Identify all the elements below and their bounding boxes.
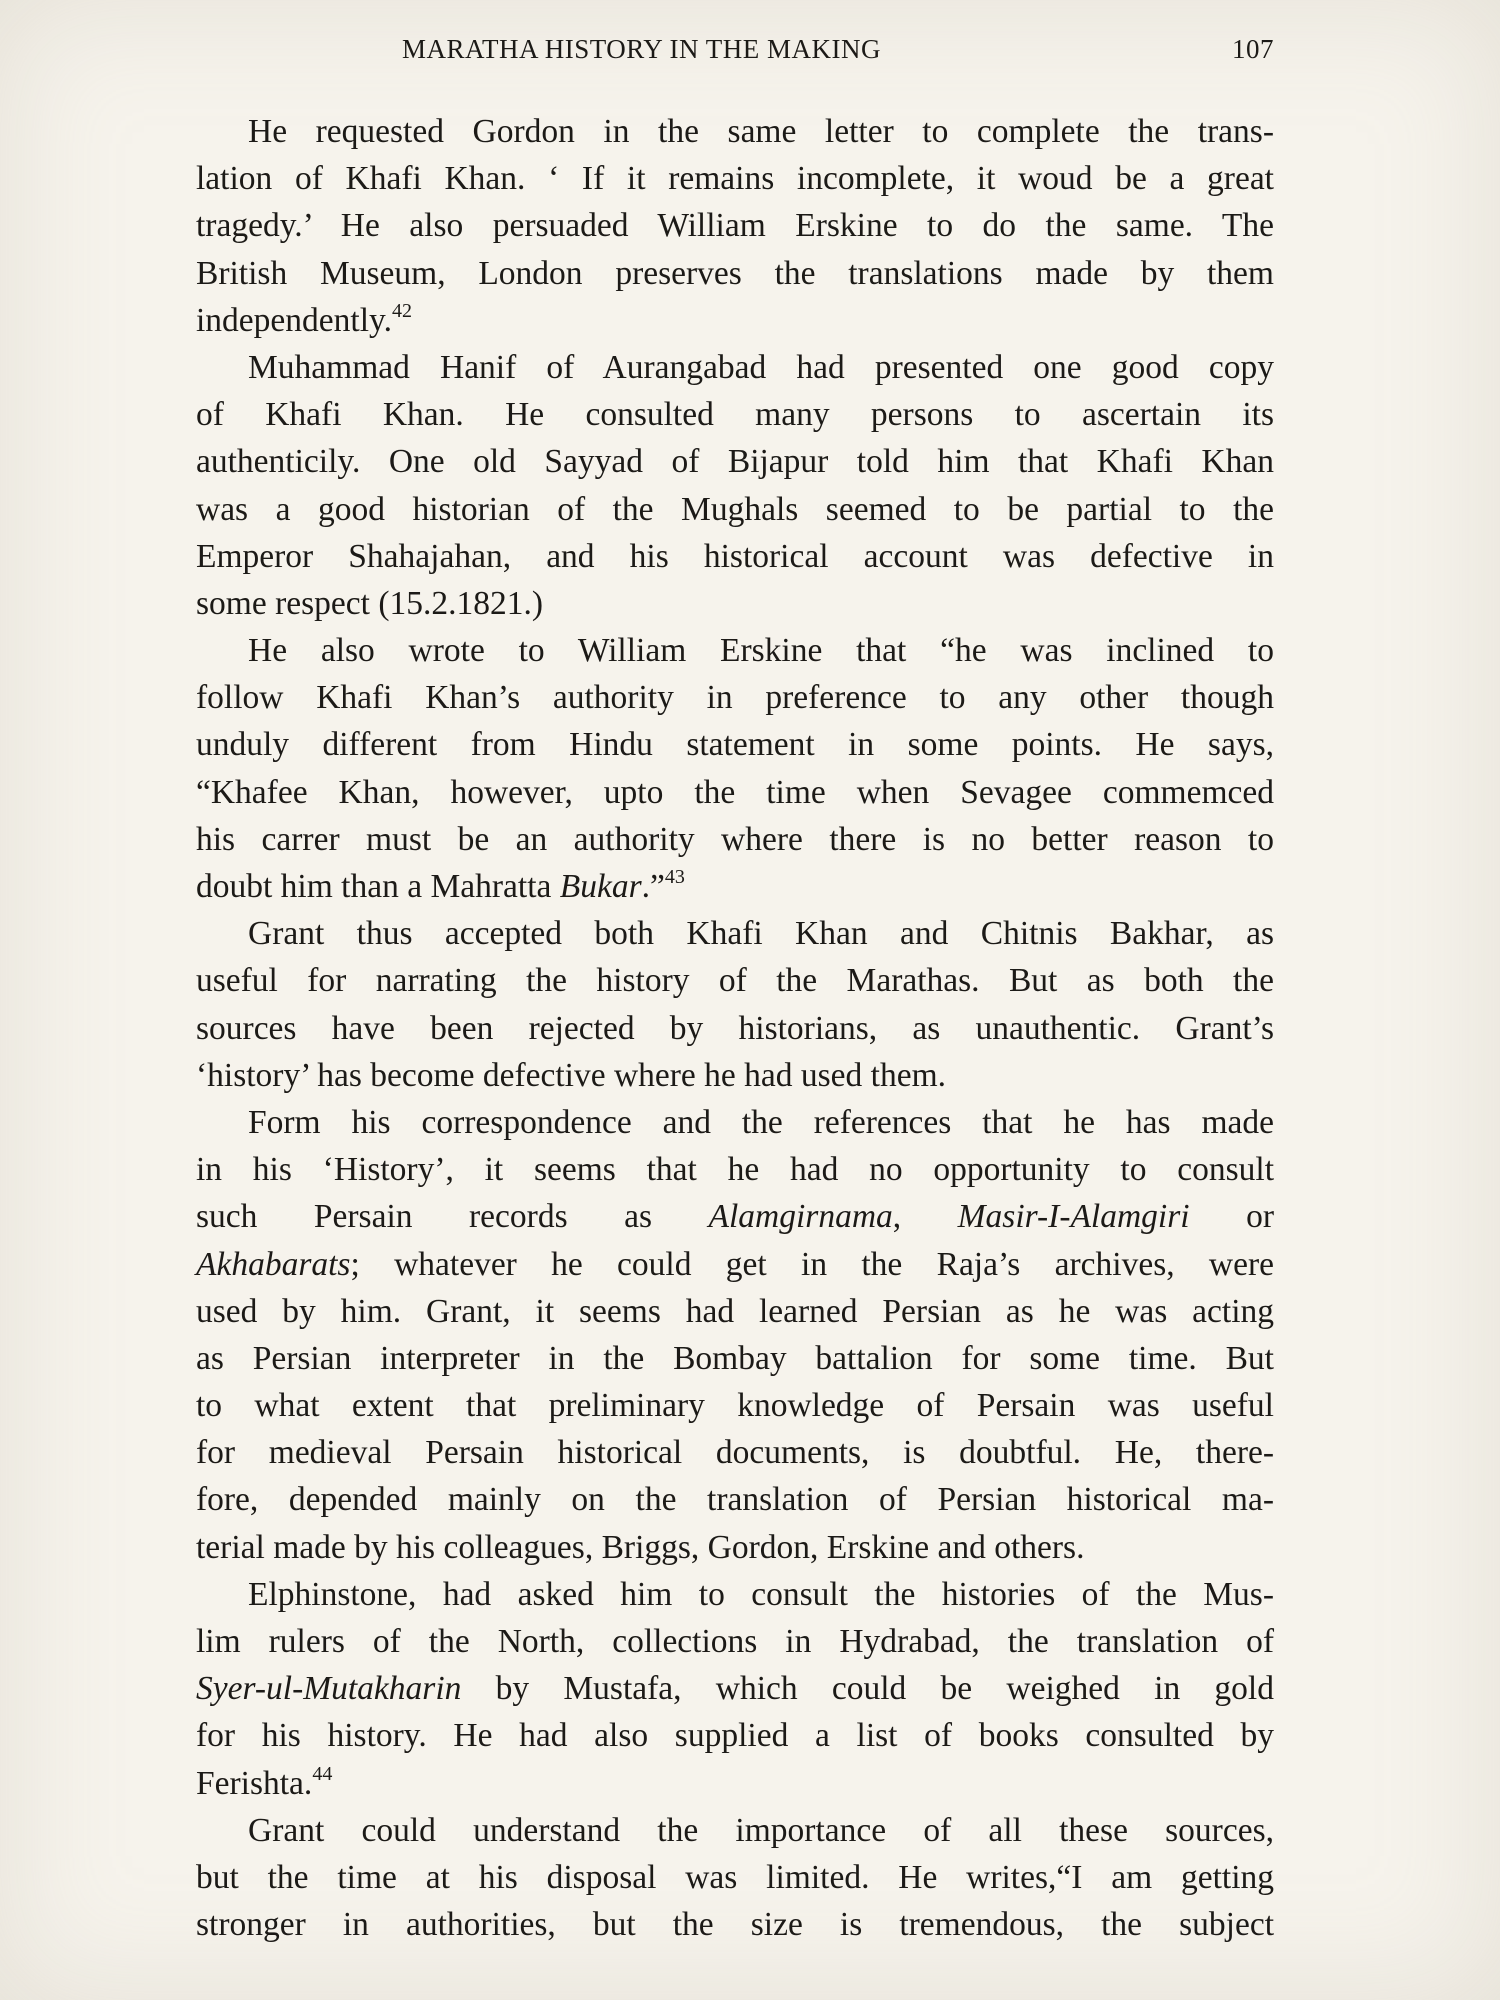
text-line: for his history. He had also supplied a list of books consulted by [196,1717,1274,1755]
text-segment: doubt him than a Mahratta [196,868,560,905]
body-text [196,108,1274,1948]
text-line: He also wrote to William Erskine that “he was inclined to [248,632,1274,670]
text-segment: , [892,1198,958,1236]
text-line [196,1241,1274,1288]
running-title: MARATHA HISTORY IN THE MAKING [402,34,882,64]
italic-term: Bukar [559,868,642,905]
text-line [196,863,1274,910]
paragraph-5 [196,1099,1274,1571]
text-line: terial made by his colleagues, Briggs, Gordon, Erskine and others. [196,1528,1085,1566]
text-line: sources have been rejected by historians, as unauthentic. Grant’s [196,1009,1274,1047]
text-line: for medieval Persain historical documents, is doubtful. He, there- [196,1434,1274,1472]
italic-term: Masir-I-Alamgiri [957,1198,1190,1236]
text-segment: .” [641,868,665,905]
text-segment: Ferishta. [196,1764,313,1802]
text-line: Elphinstone, had asked him to consult the histories of the Mus- [248,1575,1274,1613]
text-line: Grant thus accepted both Khafi Khan and Chitnis Bakhar, as [248,915,1274,953]
text-line [196,1193,1274,1240]
text-line: Grant could understand the importance of all these sources, [248,1811,1274,1849]
text-line: ‘history’ has become defective where he had used them. [196,1056,947,1094]
text-segment: such Persain records as [196,1198,709,1236]
italic-term: Alamgirnama [708,1198,893,1236]
text-segment: independently. [196,301,392,339]
text-line: authenticily. One old Sayyad of Bijapur told him that Khafi Khan [196,443,1274,481]
text-line [196,297,1274,344]
text-line: was a good historian of the Mughals seemed to be partial to the [196,490,1274,528]
text-line: lim rulers of the North, collections in Hydrabad, the translation of [196,1623,1274,1660]
text-line: tragedy.’ He also persuaded William Erskine to do the same. The [196,207,1274,245]
text-line: Muhammad Hanif of Aurangabad had presented one good copy [248,348,1274,386]
paragraph-7 [196,1807,1274,1949]
text-line: in his ‘History’, it seems that he had no opportunity to consult [196,1151,1274,1189]
text-line: Emperor Shahajahan, and his historical account was defective in [196,537,1274,575]
text-line: follow Khafi Khan’s authority in preference to any other though [196,679,1274,717]
text-line: “Khafee Khan, however, upto the time when Sevagee commemced [196,773,1274,811]
text-line: unduly different from Hindu statement in some points. He says, [196,726,1274,764]
text-line: of Khafi Khan. He consulted many persons to ascertain its [196,396,1274,434]
italic-term: Syer-ul-Mutakharin [196,1670,462,1708]
text-line: Form his correspondence and the references that he has made [248,1103,1274,1141]
paragraph-6 [196,1571,1274,1807]
text-line [196,1665,1274,1712]
page-number: 107 [1232,34,1274,64]
text-segment: or [1189,1198,1274,1236]
text-line: but the time at his disposal was limited. He writes,“I am getting [196,1858,1274,1896]
paragraph-2 [196,344,1274,627]
paragraph-4 [196,910,1274,1099]
text-segment: by Mustafa, which could be weighed in gold [461,1670,1274,1708]
footnote-ref: 44 [312,1762,333,1785]
footnote-ref: 42 [391,299,412,322]
italic-term: Akhabarats [196,1245,351,1283]
text-line: useful for narrating the history of the Marathas. But as both the [196,962,1274,1000]
text-line: stronger in authorities, but the size is tremendous, the subject [196,1906,1274,1944]
footnote-ref: 43 [664,866,685,888]
text-line: some respect (15.2.1821.) [196,584,544,622]
text-line [196,1760,1274,1807]
text-line: lation of Khafi Khan. ‘ If it remains incomplete, it woud be a great [196,160,1274,198]
text-segment: ; whatever he could get in the Raja’s archives, were [350,1245,1274,1283]
paragraph-3 [196,627,1274,910]
text-line: fore, depended mainly on the translation of Persian historical ma- [196,1481,1274,1519]
paragraph-1 [196,108,1274,344]
text-line: as Persian interpreter in the Bombay battalion for some time. But [196,1339,1274,1377]
text-line: British Museum, London preserves the translations made by them [196,254,1274,292]
running-head [196,30,1274,70]
text-line: to what extent that preliminary knowledge of Persain was useful [196,1387,1274,1425]
text-line: used by him. Grant, it seems had learned Persian as he was acting [196,1292,1274,1330]
text-line: He requested Gordon in the same letter to complete the trans- [248,113,1274,150]
text-line: his carrer must be an authority where there is no better reason to [196,820,1274,858]
